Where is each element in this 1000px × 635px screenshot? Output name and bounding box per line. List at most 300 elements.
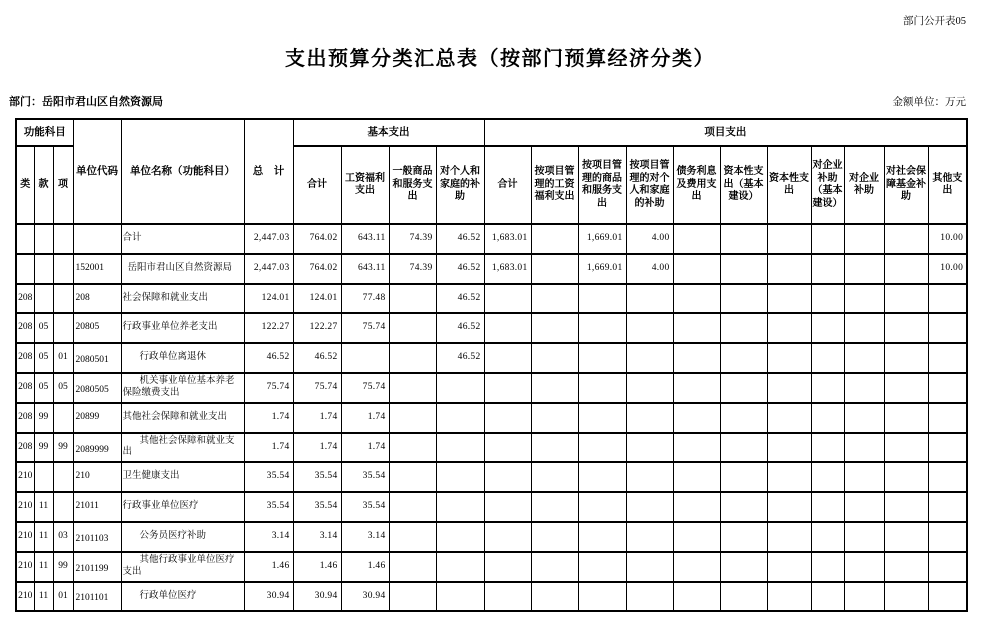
cell-value [578, 492, 626, 522]
cell-value [844, 582, 884, 612]
cell-value: 35.54 [244, 462, 293, 492]
cell-value [884, 433, 928, 463]
cell-value [531, 522, 578, 552]
cell-value [389, 552, 436, 582]
cell-value [884, 373, 928, 403]
cell-value [673, 433, 720, 463]
cell-value [811, 343, 844, 373]
cell-value: 1.74 [293, 403, 341, 433]
cell-value: 2,447.03 [244, 254, 293, 284]
header-capital: 资本性支出 [767, 146, 811, 224]
cell-value [767, 224, 811, 254]
cell-value [811, 284, 844, 314]
cell-value [767, 313, 811, 343]
cell-value [844, 224, 884, 254]
cell-value [578, 313, 626, 343]
cell-value: 10.00 [928, 254, 967, 284]
table-row [16, 284, 967, 314]
cell-value [673, 254, 720, 284]
budget-table [15, 118, 968, 612]
cell-unit-name: 行政单位离退休 [121, 343, 244, 373]
cell-value [767, 522, 811, 552]
table-row [16, 582, 967, 612]
cell-value [484, 552, 531, 582]
cell-value [484, 373, 531, 403]
cell-value [928, 433, 967, 463]
doc-code: 部门公开表05 [903, 16, 966, 27]
cell-unit-name: 其他社会保障和就业支出 [121, 433, 244, 463]
cell-value [720, 373, 767, 403]
cell-value [626, 284, 673, 314]
cell-value [928, 552, 967, 582]
cell-section-code: 11 [34, 552, 53, 582]
cell-value [928, 403, 967, 433]
header-basic-group: 基本支出 [293, 119, 484, 146]
cell-section-code [34, 224, 53, 254]
cell-section-code: 05 [34, 343, 53, 373]
cell-value [484, 433, 531, 463]
cell-unit-code: 2080505 [73, 373, 121, 403]
cell-class-code: 210 [16, 552, 34, 582]
cell-value [884, 462, 928, 492]
cell-value [844, 522, 884, 552]
cell-value [884, 313, 928, 343]
cell-value [884, 254, 928, 284]
cell-section-code: 11 [34, 492, 53, 522]
header-project-subtotal: 合计 [484, 146, 531, 224]
cell-value [928, 373, 967, 403]
table-row [16, 313, 967, 343]
cell-value: 35.54 [293, 492, 341, 522]
cell-value: 1.74 [341, 403, 389, 433]
cell-value [720, 462, 767, 492]
header-group-row [16, 119, 967, 146]
cell-value [844, 403, 884, 433]
cell-section-code [34, 462, 53, 492]
cell-value [436, 373, 484, 403]
cell-value [673, 492, 720, 522]
cell-value: 74.39 [389, 224, 436, 254]
cell-value [389, 433, 436, 463]
cell-class-code: 210 [16, 462, 34, 492]
cell-value [578, 582, 626, 612]
cell-unit-code: 208 [73, 284, 121, 314]
cell-value [578, 284, 626, 314]
cell-value [884, 582, 928, 612]
header-grand-total: 总 计 [244, 119, 293, 224]
cell-value [531, 462, 578, 492]
cell-section-code [34, 254, 53, 284]
cell-value [811, 224, 844, 254]
cell-item-code [53, 254, 73, 284]
cell-value [389, 522, 436, 552]
header-basic-individual: 对个人和家庭的补助 [436, 146, 484, 224]
cell-value [884, 522, 928, 552]
cell-value [767, 552, 811, 582]
cell-value [811, 522, 844, 552]
cell-value [626, 403, 673, 433]
cell-value [578, 552, 626, 582]
cell-item-code [53, 492, 73, 522]
cell-class-code: 208 [16, 343, 34, 373]
cell-value: 1,669.01 [578, 254, 626, 284]
table-row [16, 552, 967, 582]
cell-value: 46.52 [244, 343, 293, 373]
header-func-group: 功能科目 [16, 119, 73, 146]
cell-value [626, 373, 673, 403]
header-basic-goods: 一般商品和服务支出 [389, 146, 436, 224]
cell-unit-name: 行政单位医疗 [121, 582, 244, 612]
cell-value [844, 433, 884, 463]
cell-value [436, 462, 484, 492]
cell-unit-code: 20805 [73, 313, 121, 343]
cell-value [578, 373, 626, 403]
cell-unit-code: 2089999 [73, 433, 121, 463]
cell-value [811, 373, 844, 403]
header-project-goods: 按项目管理的商品和服务支出 [578, 146, 626, 224]
cell-value [389, 313, 436, 343]
cell-value [484, 313, 531, 343]
header-enterprise-subsidy-construction: 对企业补助（基本建设） [811, 146, 844, 224]
cell-value [811, 313, 844, 343]
cell-value: 1.46 [244, 552, 293, 582]
cell-value [767, 254, 811, 284]
cell-value [844, 492, 884, 522]
cell-value [531, 313, 578, 343]
cell-value [578, 462, 626, 492]
cell-value [767, 582, 811, 612]
cell-value: 46.52 [436, 224, 484, 254]
cell-value: 3.14 [341, 522, 389, 552]
cell-value [484, 582, 531, 612]
table-row [16, 254, 967, 284]
cell-value: 75.74 [341, 313, 389, 343]
cell-value [484, 492, 531, 522]
cell-value [484, 462, 531, 492]
cell-value [767, 373, 811, 403]
header-item: 项 [53, 146, 73, 224]
cell-unit-name: 合计 [121, 224, 244, 254]
cell-value [436, 522, 484, 552]
cell-value [811, 582, 844, 612]
cell-unit-code: 2080501 [73, 343, 121, 373]
cell-value [389, 582, 436, 612]
cell-item-code: 99 [53, 433, 73, 463]
cell-value [884, 224, 928, 254]
cell-value [484, 403, 531, 433]
cell-value: 75.74 [341, 373, 389, 403]
cell-value [389, 462, 436, 492]
cell-value [436, 582, 484, 612]
cell-value [626, 433, 673, 463]
cell-value [578, 343, 626, 373]
cell-value [673, 403, 720, 433]
cell-value [626, 582, 673, 612]
cell-value: 35.54 [341, 492, 389, 522]
cell-value: 1,683.01 [484, 224, 531, 254]
cell-value [767, 343, 811, 373]
page-title: 支出预算分类汇总表（按部门预算经济分类） [285, 48, 715, 70]
cell-unit-code: 20899 [73, 403, 121, 433]
cell-value [720, 254, 767, 284]
cell-value: 4.00 [626, 254, 673, 284]
cell-value: 124.01 [293, 284, 341, 314]
cell-value [389, 403, 436, 433]
cell-value [811, 552, 844, 582]
table-row [16, 462, 967, 492]
header-basic-subtotal: 合计 [293, 146, 341, 224]
cell-value: 46.52 [436, 313, 484, 343]
cell-value [531, 403, 578, 433]
cell-unit-name: 社会保障和就业支出 [121, 284, 244, 314]
cell-value [484, 284, 531, 314]
cell-value [578, 433, 626, 463]
cell-value [436, 403, 484, 433]
cell-value [626, 522, 673, 552]
cell-value [720, 224, 767, 254]
header-basic-wages: 工资福利支出 [341, 146, 389, 224]
cell-value [673, 284, 720, 314]
header-social-security-subsidy: 对社会保障基金补助 [884, 146, 928, 224]
cell-class-code: 210 [16, 492, 34, 522]
cell-value [767, 403, 811, 433]
cell-unit-name: 其他行政事业单位医疗支出 [121, 552, 244, 582]
cell-unit-code: 2101103 [73, 522, 121, 552]
cell-section-code: 11 [34, 582, 53, 612]
cell-unit-name: 机关事业单位基本养老保险缴费支出 [121, 373, 244, 403]
cell-value [767, 492, 811, 522]
cell-value: 35.54 [293, 462, 341, 492]
cell-value [484, 522, 531, 552]
cell-item-code: 99 [53, 552, 73, 582]
cell-value [844, 373, 884, 403]
header-capital-construction: 资本性支出（基本建设） [720, 146, 767, 224]
cell-value [811, 462, 844, 492]
cell-class-code: 208 [16, 403, 34, 433]
cell-value: 3.14 [244, 522, 293, 552]
cell-value: 46.52 [436, 284, 484, 314]
cell-value [928, 313, 967, 343]
cell-value [844, 313, 884, 343]
cell-value [928, 522, 967, 552]
cell-item-code [53, 403, 73, 433]
cell-value [531, 254, 578, 284]
cell-value: 35.54 [341, 462, 389, 492]
cell-value [884, 552, 928, 582]
cell-value [578, 403, 626, 433]
cell-value: 30.94 [244, 582, 293, 612]
department-label: 部门：岳阳市君山区自然资源局 [9, 96, 163, 108]
cell-value [673, 313, 720, 343]
cell-value [844, 552, 884, 582]
cell-value [626, 313, 673, 343]
header-enterprise-subsidy: 对企业补助 [844, 146, 884, 224]
cell-value: 46.52 [436, 254, 484, 284]
cell-value [673, 552, 720, 582]
cell-item-code [53, 284, 73, 314]
cell-value [389, 343, 436, 373]
cell-value [673, 582, 720, 612]
cell-value [811, 403, 844, 433]
cell-value [341, 343, 389, 373]
header-class: 类 [16, 146, 34, 224]
cell-value [436, 433, 484, 463]
cell-value [928, 343, 967, 373]
cell-class-code: 210 [16, 522, 34, 552]
cell-value [720, 284, 767, 314]
cell-item-code [53, 224, 73, 254]
cell-section-code: 99 [34, 403, 53, 433]
cell-value: 1.46 [293, 552, 341, 582]
cell-class-code [16, 224, 34, 254]
cell-unit-code: 152001 [73, 254, 121, 284]
cell-value [531, 552, 578, 582]
cell-value: 1.74 [293, 433, 341, 463]
cell-value [531, 582, 578, 612]
header-debt-interest: 债务利息及费用支出 [673, 146, 720, 224]
cell-value [531, 492, 578, 522]
cell-value: 1.74 [244, 433, 293, 463]
cell-value [767, 462, 811, 492]
cell-value: 122.27 [293, 313, 341, 343]
cell-class-code: 208 [16, 433, 34, 463]
table-row [16, 224, 967, 254]
header-project-group: 项目支出 [484, 119, 967, 146]
cell-value: 2,447.03 [244, 224, 293, 254]
cell-value [720, 313, 767, 343]
cell-value [531, 433, 578, 463]
cell-unit-name: 其他社会保障和就业支出 [121, 403, 244, 433]
cell-unit-code: 2101101 [73, 582, 121, 612]
cell-value: 46.52 [293, 343, 341, 373]
cell-value: 75.74 [293, 373, 341, 403]
cell-value: 3.14 [293, 522, 341, 552]
cell-item-code: 05 [53, 373, 73, 403]
meta-row [9, 93, 966, 109]
cell-value: 1,683.01 [484, 254, 531, 284]
cell-value [673, 373, 720, 403]
cell-value: 30.94 [293, 582, 341, 612]
cell-unit-name: 卫生健康支出 [121, 462, 244, 492]
cell-value [928, 462, 967, 492]
cell-value: 75.74 [244, 373, 293, 403]
cell-class-code: 208 [16, 373, 34, 403]
cell-value [673, 522, 720, 552]
cell-item-code [53, 313, 73, 343]
cell-value [844, 343, 884, 373]
cell-value: 122.27 [244, 313, 293, 343]
header-section: 款 [34, 146, 53, 224]
cell-item-code [53, 462, 73, 492]
cell-section-code: 05 [34, 313, 53, 343]
table-row [16, 522, 967, 552]
cell-value [928, 582, 967, 612]
header-project-individual: 按项目管理的对个人和家庭的补助 [626, 146, 673, 224]
cell-value [484, 343, 531, 373]
cell-value [720, 492, 767, 522]
cell-value [389, 373, 436, 403]
cell-value [389, 284, 436, 314]
cell-value [436, 492, 484, 522]
cell-unit-code: 210 [73, 462, 121, 492]
cell-unit-name: 行政事业单位养老支出 [121, 313, 244, 343]
cell-value [884, 284, 928, 314]
cell-unit-code: 21011 [73, 492, 121, 522]
cell-value [531, 224, 578, 254]
cell-unit-name: 公务员医疗补助 [121, 522, 244, 552]
cell-section-code: 99 [34, 433, 53, 463]
cell-section-code: 05 [34, 373, 53, 403]
cell-value: 4.00 [626, 224, 673, 254]
cell-value [436, 552, 484, 582]
cell-value [389, 492, 436, 522]
cell-value [673, 343, 720, 373]
cell-value [673, 462, 720, 492]
cell-value [720, 433, 767, 463]
cell-value: 10.00 [928, 224, 967, 254]
cell-value [884, 343, 928, 373]
cell-value [844, 254, 884, 284]
cell-section-code: 11 [34, 522, 53, 552]
cell-value [811, 433, 844, 463]
cell-value: 46.52 [436, 343, 484, 373]
cell-value: 764.02 [293, 254, 341, 284]
cell-value [720, 403, 767, 433]
table-row [16, 403, 967, 433]
table-row [16, 373, 967, 403]
table-body [16, 224, 967, 611]
table-row [16, 433, 967, 463]
cell-value [884, 403, 928, 433]
cell-value [928, 492, 967, 522]
cell-unit-name: 岳阳市君山区自然资源局 [121, 254, 244, 284]
cell-value [811, 254, 844, 284]
table-row [16, 343, 967, 373]
cell-unit-code [73, 224, 121, 254]
header-project-wages: 按项目管理的工资福利支出 [531, 146, 578, 224]
cell-value [531, 343, 578, 373]
cell-value: 643.11 [341, 254, 389, 284]
cell-value: 1.74 [244, 403, 293, 433]
header-other-expense: 其他支出 [928, 146, 967, 224]
cell-value [720, 522, 767, 552]
cell-value [578, 522, 626, 552]
cell-value: 1,669.01 [578, 224, 626, 254]
cell-value [626, 492, 673, 522]
cell-value [720, 552, 767, 582]
cell-value [928, 284, 967, 314]
cell-value [626, 552, 673, 582]
cell-section-code [34, 284, 53, 314]
amount-unit-label: 金额单位：万元 [892, 97, 966, 108]
cell-class-code: 208 [16, 284, 34, 314]
cell-value [767, 433, 811, 463]
cell-value: 77.48 [341, 284, 389, 314]
cell-unit-code: 2101199 [73, 552, 121, 582]
header-unit-name: 单位名称（功能科目） [121, 119, 244, 224]
cell-value: 35.54 [244, 492, 293, 522]
cell-value: 74.39 [389, 254, 436, 284]
cell-value [626, 343, 673, 373]
cell-value [531, 284, 578, 314]
cell-value [720, 582, 767, 612]
cell-value: 30.94 [341, 582, 389, 612]
cell-value [673, 224, 720, 254]
table-row [16, 492, 967, 522]
cell-class-code [16, 254, 34, 284]
cell-class-code: 210 [16, 582, 34, 612]
header-unit-code: 单位代码 [73, 119, 121, 224]
